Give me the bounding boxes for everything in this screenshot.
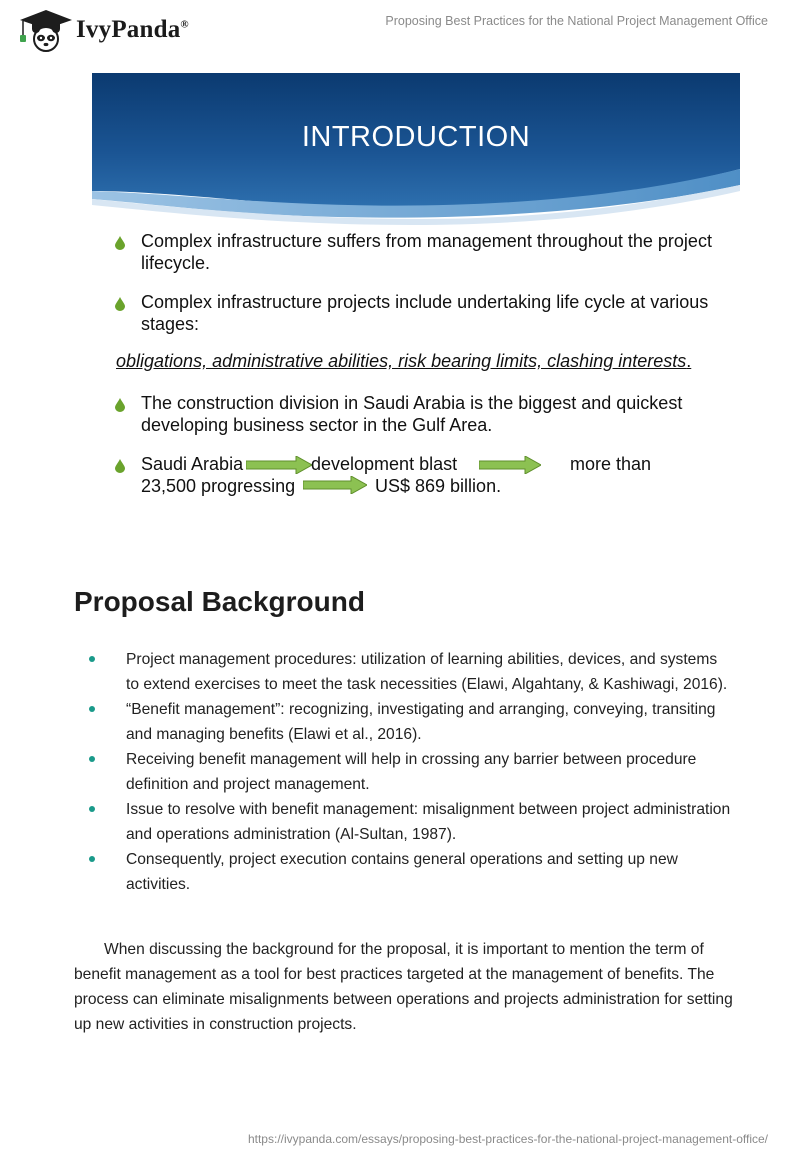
flow-word: Saudi Arabia [141, 454, 244, 474]
list-item: Receiving benefit management will help in crossing any barrier between procedure definition and project management. [74, 747, 734, 797]
green-drop-icon [114, 459, 126, 473]
right-arrow-icon [303, 476, 367, 494]
document-title: Proposing Best Practices for the National Project Management Office [385, 14, 768, 28]
bullet-dot [89, 856, 95, 862]
right-arrow-icon [246, 456, 312, 474]
section-heading: Proposal Background [74, 586, 365, 617]
background-bullet-list [74, 647, 734, 897]
ivypanda-logo[interactable] [12, 8, 189, 52]
list-item: Project management procedures: utilization of learning abilities, devices, and systems to extend exercises to meet the task necessities (Elawi, Algahtany, & Kashiwagi, 2016). [74, 647, 734, 697]
source-url-link[interactable]: https://ivypanda.com/essays/proposing-best-practices-for-the-national-project-management-office/ [247, 1132, 768, 1146]
flow-word: development blast [311, 454, 458, 474]
bullet-dot [89, 706, 95, 712]
right-arrow-icon [479, 456, 541, 474]
bullet-dot [89, 656, 95, 662]
flow-word: 23,500 progressing [141, 476, 296, 496]
flow-word: more than [570, 454, 652, 474]
bullet-dot [89, 806, 95, 812]
slide-title: INTRODUCTION [301, 121, 531, 153]
flow-word: US$ 869 billion. [375, 476, 502, 496]
green-drop-icon [114, 398, 126, 412]
list-item: “Benefit management”: recognizing, investigating and arranging, conveying, transiting and managing benefits (Elawi et al., 2016). [74, 697, 734, 747]
body-paragraph: When discussing the background for the proposal, it is important to mention the term of benefit management as a tool for best practices targeted at the management of benefits. The process can eliminate misalignments between operations and projects administration for setting up new activities in construction projects. [74, 941, 733, 1033]
list-item: Consequently, project execution contains general operations and setting up new activities. [74, 847, 734, 897]
green-drop-icon [114, 297, 126, 311]
list-item: Issue to resolve with benefit management: misalignment between project administration and operations administration (Al-Sultan, 1987). [74, 797, 734, 847]
panda-graduate-icon [12, 8, 74, 52]
page-header [0, 0, 800, 50]
brand-name: IvyPanda® [76, 16, 189, 43]
green-drop-icon [114, 236, 126, 250]
slide-image: INTRODUCTION Complex infrastructure suffers from management throughout the project lifecycle. Complex infrastructure projects include undertaking life cycle at various stages: obligations, administrative abilities, risk bearing limits, clashing interests. The construction division in Saudi Arabia is the biggest and quickest developing business sector in the Gulf Area. Saudi Arabia development blast more than 23,500 progressing US$ 869 billion. [92, 73, 740, 513]
bullet-dot [89, 756, 95, 762]
slide-italic-line: obligations, administrative abilities, risk bearing limits, clashing interests. [116, 351, 692, 371]
